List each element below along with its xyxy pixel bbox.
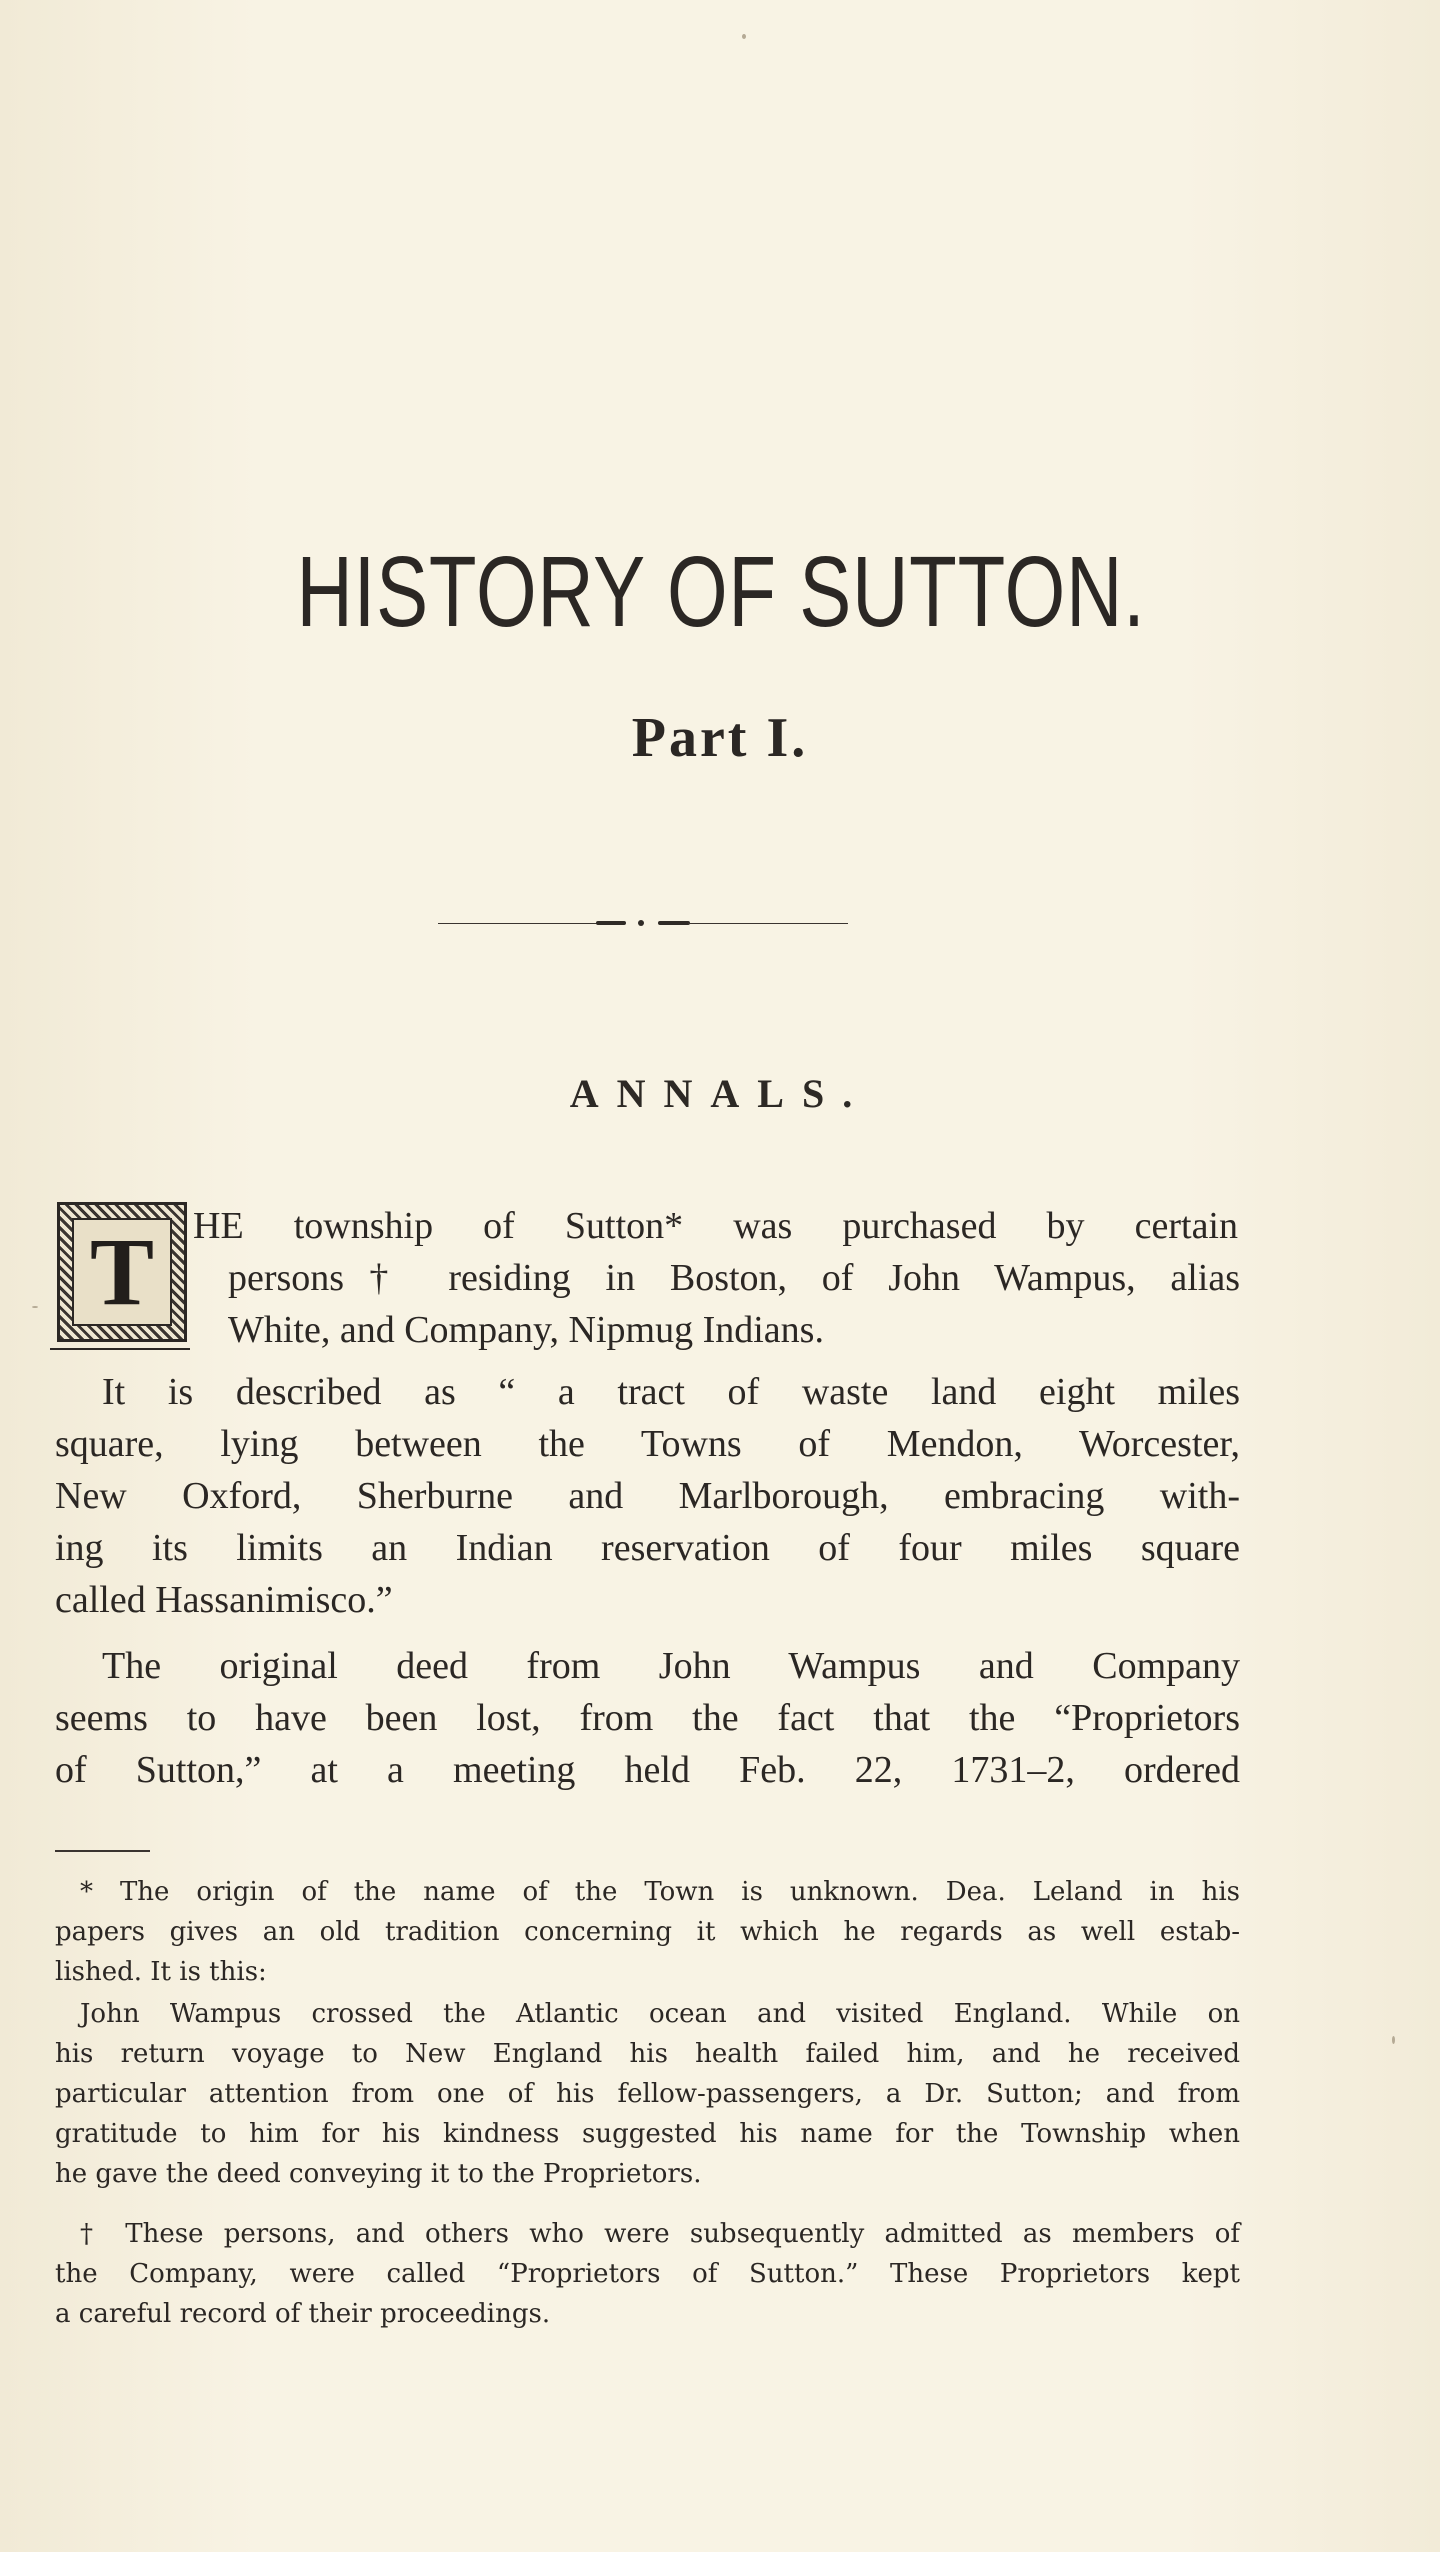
paragraph-2-line: It is described as “ a tract of waste land eight miles	[102, 1371, 1240, 1413]
footnote-1-line: gratitude to him for his kindness suggested his name for the Township when	[55, 2119, 1240, 2149]
ornamental-rule	[438, 917, 848, 931]
paragraph-2-line: square, lying between the Towns of Mendon, Worcester,	[55, 1423, 1240, 1465]
paragraph-1-line: HE township of Sutton* was purchased by certain	[193, 1205, 1238, 1247]
footnote-rule	[55, 1850, 150, 1852]
paragraph-1-line: White, and Company, Nipmug Indians.	[228, 1309, 824, 1351]
paragraph-2-line: New Oxford, Sherburne and Marlborough, embracing with-	[55, 1475, 1240, 1517]
paragraph-3-line: The original deed from John Wampus and Company	[102, 1645, 1240, 1687]
footnote-1-line: lished. It is this:	[55, 1957, 267, 1987]
footnote-1-line: John Wampus crossed the Atlantic ocean and visited England. While on	[80, 1999, 1240, 2029]
paragraph-3-line: seems to have been lost, from the fact that the “Proprietors	[55, 1697, 1240, 1739]
footnote-2-line: † These persons, and others who were subsequently admitted as members of	[80, 2219, 1240, 2249]
initial-letter: T	[72, 1218, 172, 1326]
paper-speck	[742, 34, 746, 39]
footnote-2-line: a careful record of their proceedings.	[55, 2299, 551, 2329]
decorated-initial	[57, 1202, 187, 1342]
footnote-1-line: he gave the deed conveying it to the Proprietors.	[55, 2159, 702, 2189]
footnote-1-line: * The origin of the name of the Town is unknown. Dea. Leland in his	[80, 1877, 1240, 1907]
footnote-1-line: particular attention from one of his fellow-passengers, a Dr. Sutton; and from	[55, 2079, 1240, 2109]
footnote-1-line: papers gives an old tradition concerning it which he regards as well estab-	[55, 1917, 1240, 1947]
part-heading: Part I.	[631, 707, 809, 769]
paragraph-2-line: called Hassanimisco.”	[55, 1579, 393, 1621]
paper-speck	[32, 1306, 38, 1308]
paragraph-1-line: persons† residing in Boston, of John Wampus, alias	[228, 1257, 1240, 1299]
paragraph-3-line: of Sutton,” at a meeting held Feb. 22, 1731–2, ordered	[55, 1749, 1240, 1791]
initial-underline	[50, 1340, 190, 1350]
paragraph-2-line: ing its limits an Indian reservation of four miles square	[55, 1527, 1240, 1569]
paper-speck	[1392, 2036, 1395, 2044]
section-heading: ANNALS.	[569, 1071, 871, 1116]
footnote-2-line: the Company, were called “Proprietors of Sutton.” These Proprietors kept	[55, 2259, 1240, 2289]
page-title: HISTORY OF SUTTON.	[296, 536, 1146, 648]
footnote-1-line: his return voyage to New England his health failed him, and he received	[55, 2039, 1240, 2069]
